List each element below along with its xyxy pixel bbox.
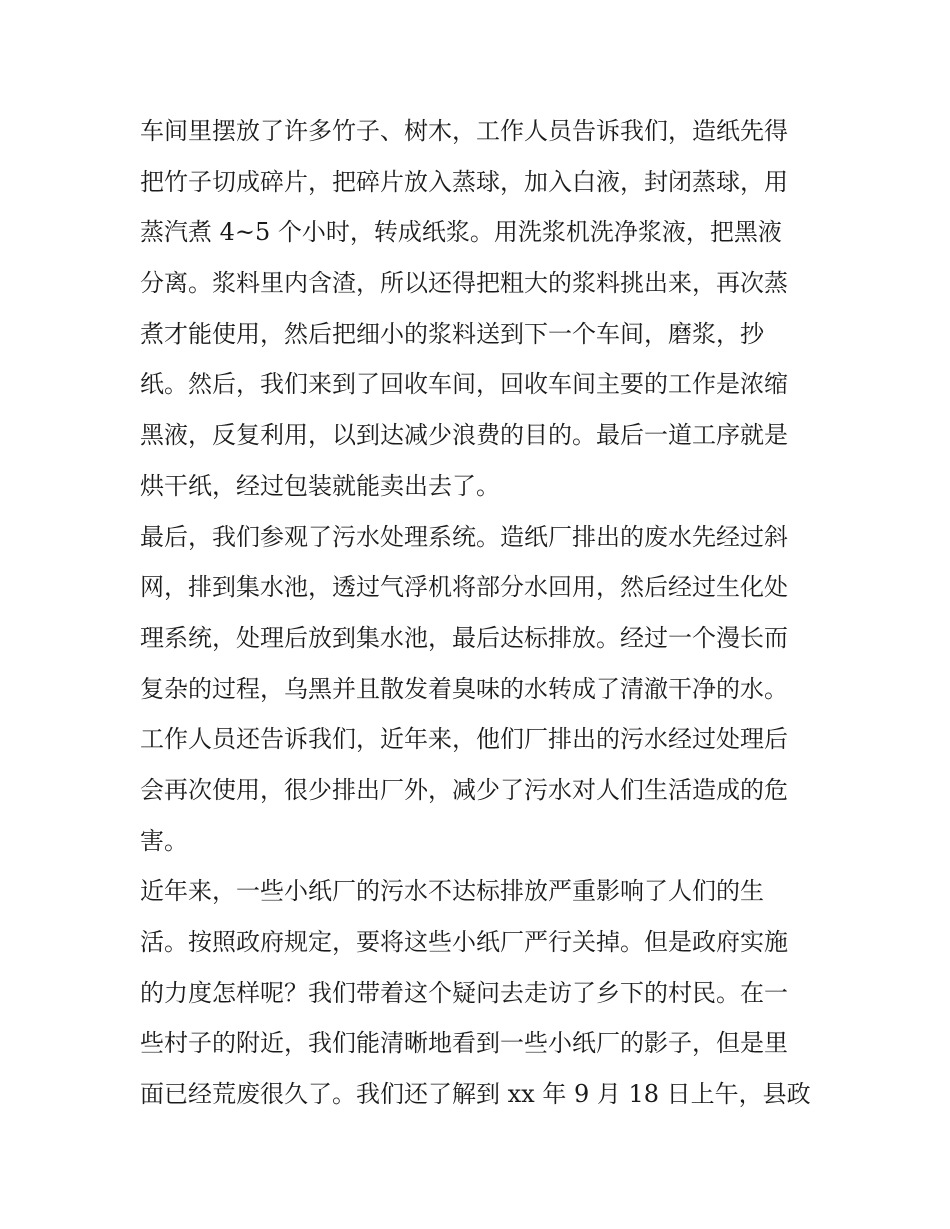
text-line: 理系统，处理后放到集水池，最后达标排放。经过一个漫长而	[140, 623, 788, 652]
text-line: 最后，我们参观了污水处理系统。造纸厂排出的废水先经过斜	[140, 522, 788, 551]
text-line: 害。	[140, 826, 188, 855]
text-line: 纸。然后，我们来到了回收车间，回收车间主要的工作是浓缩	[140, 370, 788, 399]
text-line: 把竹子切成碎片，把碎片放入蒸球，加入白液，封闭蒸球，用	[140, 167, 788, 196]
text-line: 车间里摆放了许多竹子、树木，工作人员告诉我们，造纸先得	[140, 117, 788, 145]
text-line: 复杂的过程，乌黑并且散发着臭味的水转成了清澈干净的水。	[140, 674, 788, 703]
text-line: 烘干纸，经过包装就能卖出去了。	[140, 471, 500, 500]
text-line: 工作人员还告诉我们，近年来，他们厂排出的污水经过处理后	[140, 725, 788, 754]
text-line: 些村子的附近，我们能清晰地看到一些小纸厂的影子，但是里	[140, 1029, 788, 1058]
text-line: 煮才能使用，然后把细小的浆料送到下一个车间，磨浆，抄	[140, 319, 764, 348]
text-line: 面已经荒废很久了。我们还了解到 xx 年 9 月 18 日上午，县政	[140, 1080, 811, 1109]
text-line: 网，排到集水池，透过气浮机将部分水回用，然后经过生化处	[140, 573, 788, 602]
text-line: 活。按照政府规定，要将这些小纸厂严行关掉。但是政府实施	[140, 928, 788, 956]
text-line: 分离。浆料里内含渣，所以还得把粗大的浆料挑出来，再次蒸	[140, 269, 788, 298]
text-line: 的力度怎样呢？我们带着这个疑问去走访了乡下的村民。在一	[140, 978, 788, 1007]
text-line: 黑液，反复利用，以到达减少浪费的目的。最后一道工序就是	[140, 421, 788, 450]
text-line: 蒸汽煮 4~5 个小时，转成纸浆。用洗浆机洗净浆液，把黑液	[140, 218, 782, 247]
body-text	[140, 106, 820, 1120]
text-line: 会再次使用，很少排出厂外，减少了污水对人们生活造成的危	[140, 775, 788, 804]
text-line: 近年来，一些小纸厂的污水不达标排放严重影响了人们的生	[140, 877, 764, 906]
